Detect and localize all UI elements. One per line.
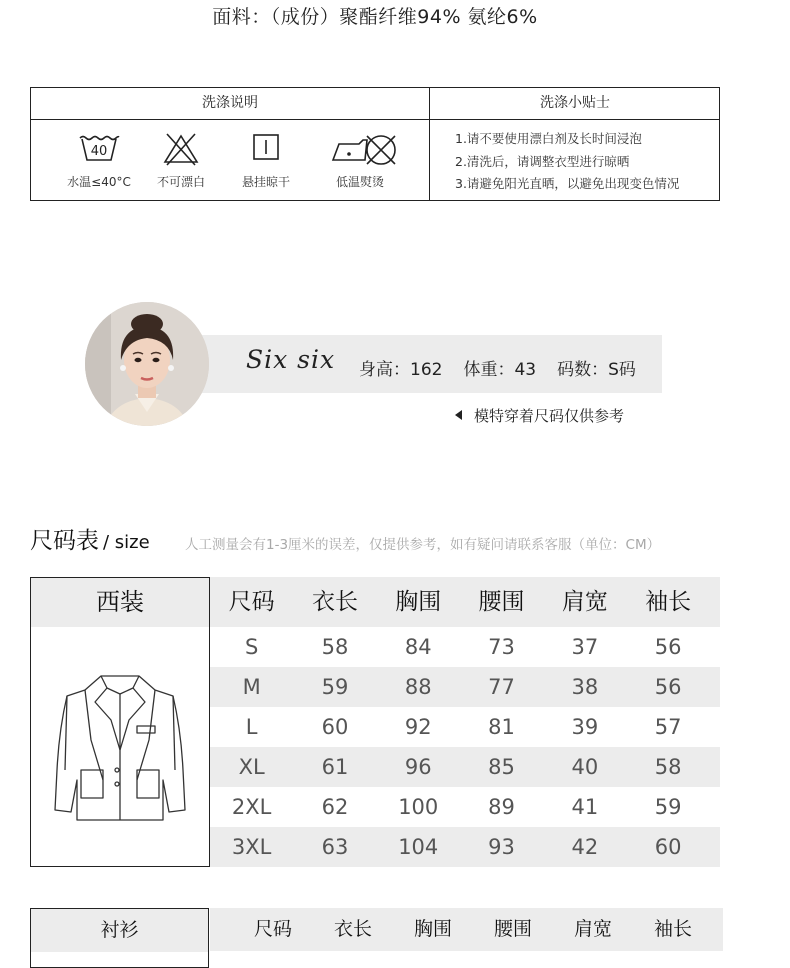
table-cell: 100: [398, 795, 439, 819]
table-cell: 89: [488, 795, 515, 819]
blazer-illustration: [51, 670, 189, 825]
table-cell: 56: [654, 675, 682, 699]
table-cell: 42: [571, 835, 599, 859]
table-cell: 58: [654, 755, 682, 779]
wash-instructions-header: 洗涤说明: [202, 95, 258, 111]
wash-40-label: 水温≤40°C: [67, 175, 131, 189]
table-cell: 63: [321, 835, 349, 859]
table-cell: 85: [488, 755, 515, 779]
table-cell: 81: [488, 715, 515, 739]
no-bleach-icon: [150, 132, 212, 168]
fabric-composition: 面料：（成份）聚酯纤维94% 氨纶6%: [212, 6, 538, 28]
header-cell: 袖长: [645, 589, 692, 615]
header-cell: 尺码: [253, 918, 292, 940]
size-chart-title: [30, 522, 150, 555]
table-cell: 39: [571, 715, 599, 739]
table-header-row: [210, 908, 723, 951]
model-weight: 体重：43: [463, 360, 537, 380]
header-cell: 袖长: [653, 918, 692, 940]
model-note-text: 模特穿着尺码仅供参考: [474, 407, 625, 425]
table-cell: 38: [571, 675, 599, 699]
model-signature: Six six: [246, 345, 336, 374]
table-cell: 2XL: [231, 795, 272, 819]
header-cell: 肩宽: [573, 918, 612, 940]
table-cell: 73: [488, 635, 515, 659]
size-chart-note: 人工测量会有1-3厘米的误差，仅提供参考，如有疑问请联系客服（单位：CM）: [185, 537, 661, 553]
header-cell: 胸围: [413, 918, 452, 940]
table-cell: XL: [238, 755, 265, 779]
table-cell: 3XL: [231, 835, 272, 859]
shirt-size-table: [210, 908, 723, 951]
model-size-note: [455, 405, 624, 426]
table-cell: 92: [404, 715, 432, 739]
table-row: [210, 667, 720, 707]
table-cell: 93: [488, 835, 515, 859]
table-cell: M: [242, 675, 261, 699]
table-header-row: [210, 577, 720, 627]
header-cell: 肩宽: [561, 589, 608, 615]
table-cell: S: [244, 635, 259, 659]
table-cell: 59: [321, 675, 349, 699]
table-cell: L: [245, 715, 258, 739]
suit-label-box: [30, 577, 210, 867]
model-stats: [359, 355, 657, 380]
shirt-label-box: [30, 908, 209, 968]
low-iron-label: 低温熨烫: [335, 175, 384, 189]
table-cell: 77: [488, 675, 515, 699]
table-cell: 61: [321, 755, 349, 779]
hang-dry-icon: [235, 132, 297, 168]
table-cell: 104: [398, 835, 439, 859]
tip-item: 3.请避免阳光直晒，以避免出现变色情况: [455, 176, 680, 191]
model-avatar: [85, 302, 209, 426]
shirt-label: 衬衫: [31, 909, 208, 952]
table-cell: 59: [654, 795, 682, 819]
table-cell: 56: [654, 635, 682, 659]
hang-dry-label: 悬挂晾干: [241, 175, 290, 189]
table-row: [210, 747, 720, 787]
care-header-divider: [31, 119, 719, 120]
wash-tips-header: 洗涤小贴士: [540, 95, 610, 111]
tip-item: 1.请不要使用漂白剂及长时间浸泡: [455, 131, 642, 146]
wash-tips-list: [455, 128, 679, 196]
table-cell: 60: [321, 715, 349, 739]
spacer: [210, 908, 233, 951]
care-instructions-table: [30, 87, 720, 201]
table-cell: 57: [654, 715, 682, 739]
suit-label: 西装: [31, 578, 209, 627]
table-row: [210, 787, 720, 827]
header-cell: 腰围: [478, 589, 525, 615]
table-cell: 40: [571, 755, 599, 779]
table-cell: 58: [321, 635, 349, 659]
size-chart-title-en: / size: [103, 532, 150, 553]
table-cell: 62: [321, 795, 349, 819]
table-cell: 96: [404, 755, 432, 779]
triangle-left-icon: [455, 410, 462, 420]
header-cell: 腰围: [493, 918, 532, 940]
table-cell: 88: [404, 675, 432, 699]
table-row: [210, 827, 720, 867]
wash-40-icon: [68, 132, 130, 168]
header-cell: 胸围: [395, 589, 442, 615]
tip-item: 2.清洗后，请调整衣型进行晾晒: [455, 153, 630, 169]
table-cell: 84: [404, 635, 432, 659]
svg-text:40: 40: [90, 144, 108, 159]
table-row: [210, 627, 720, 667]
model-size: 码数：S码: [557, 360, 636, 380]
header-cell: 尺码: [228, 589, 275, 615]
low-iron-no-dryclean-icon: [328, 132, 400, 168]
table-row: [210, 707, 720, 747]
table-cell: 37: [571, 635, 599, 659]
table-cell: 60: [654, 835, 682, 859]
header-cell: 衣长: [311, 589, 358, 615]
table-cell: 41: [571, 795, 599, 819]
no-bleach-label: 不可漂白: [156, 175, 205, 189]
header-cell: 衣长: [333, 918, 372, 940]
size-chart-title-cn: 尺码表: [30, 528, 99, 554]
model-height: 身高：162: [359, 360, 443, 380]
